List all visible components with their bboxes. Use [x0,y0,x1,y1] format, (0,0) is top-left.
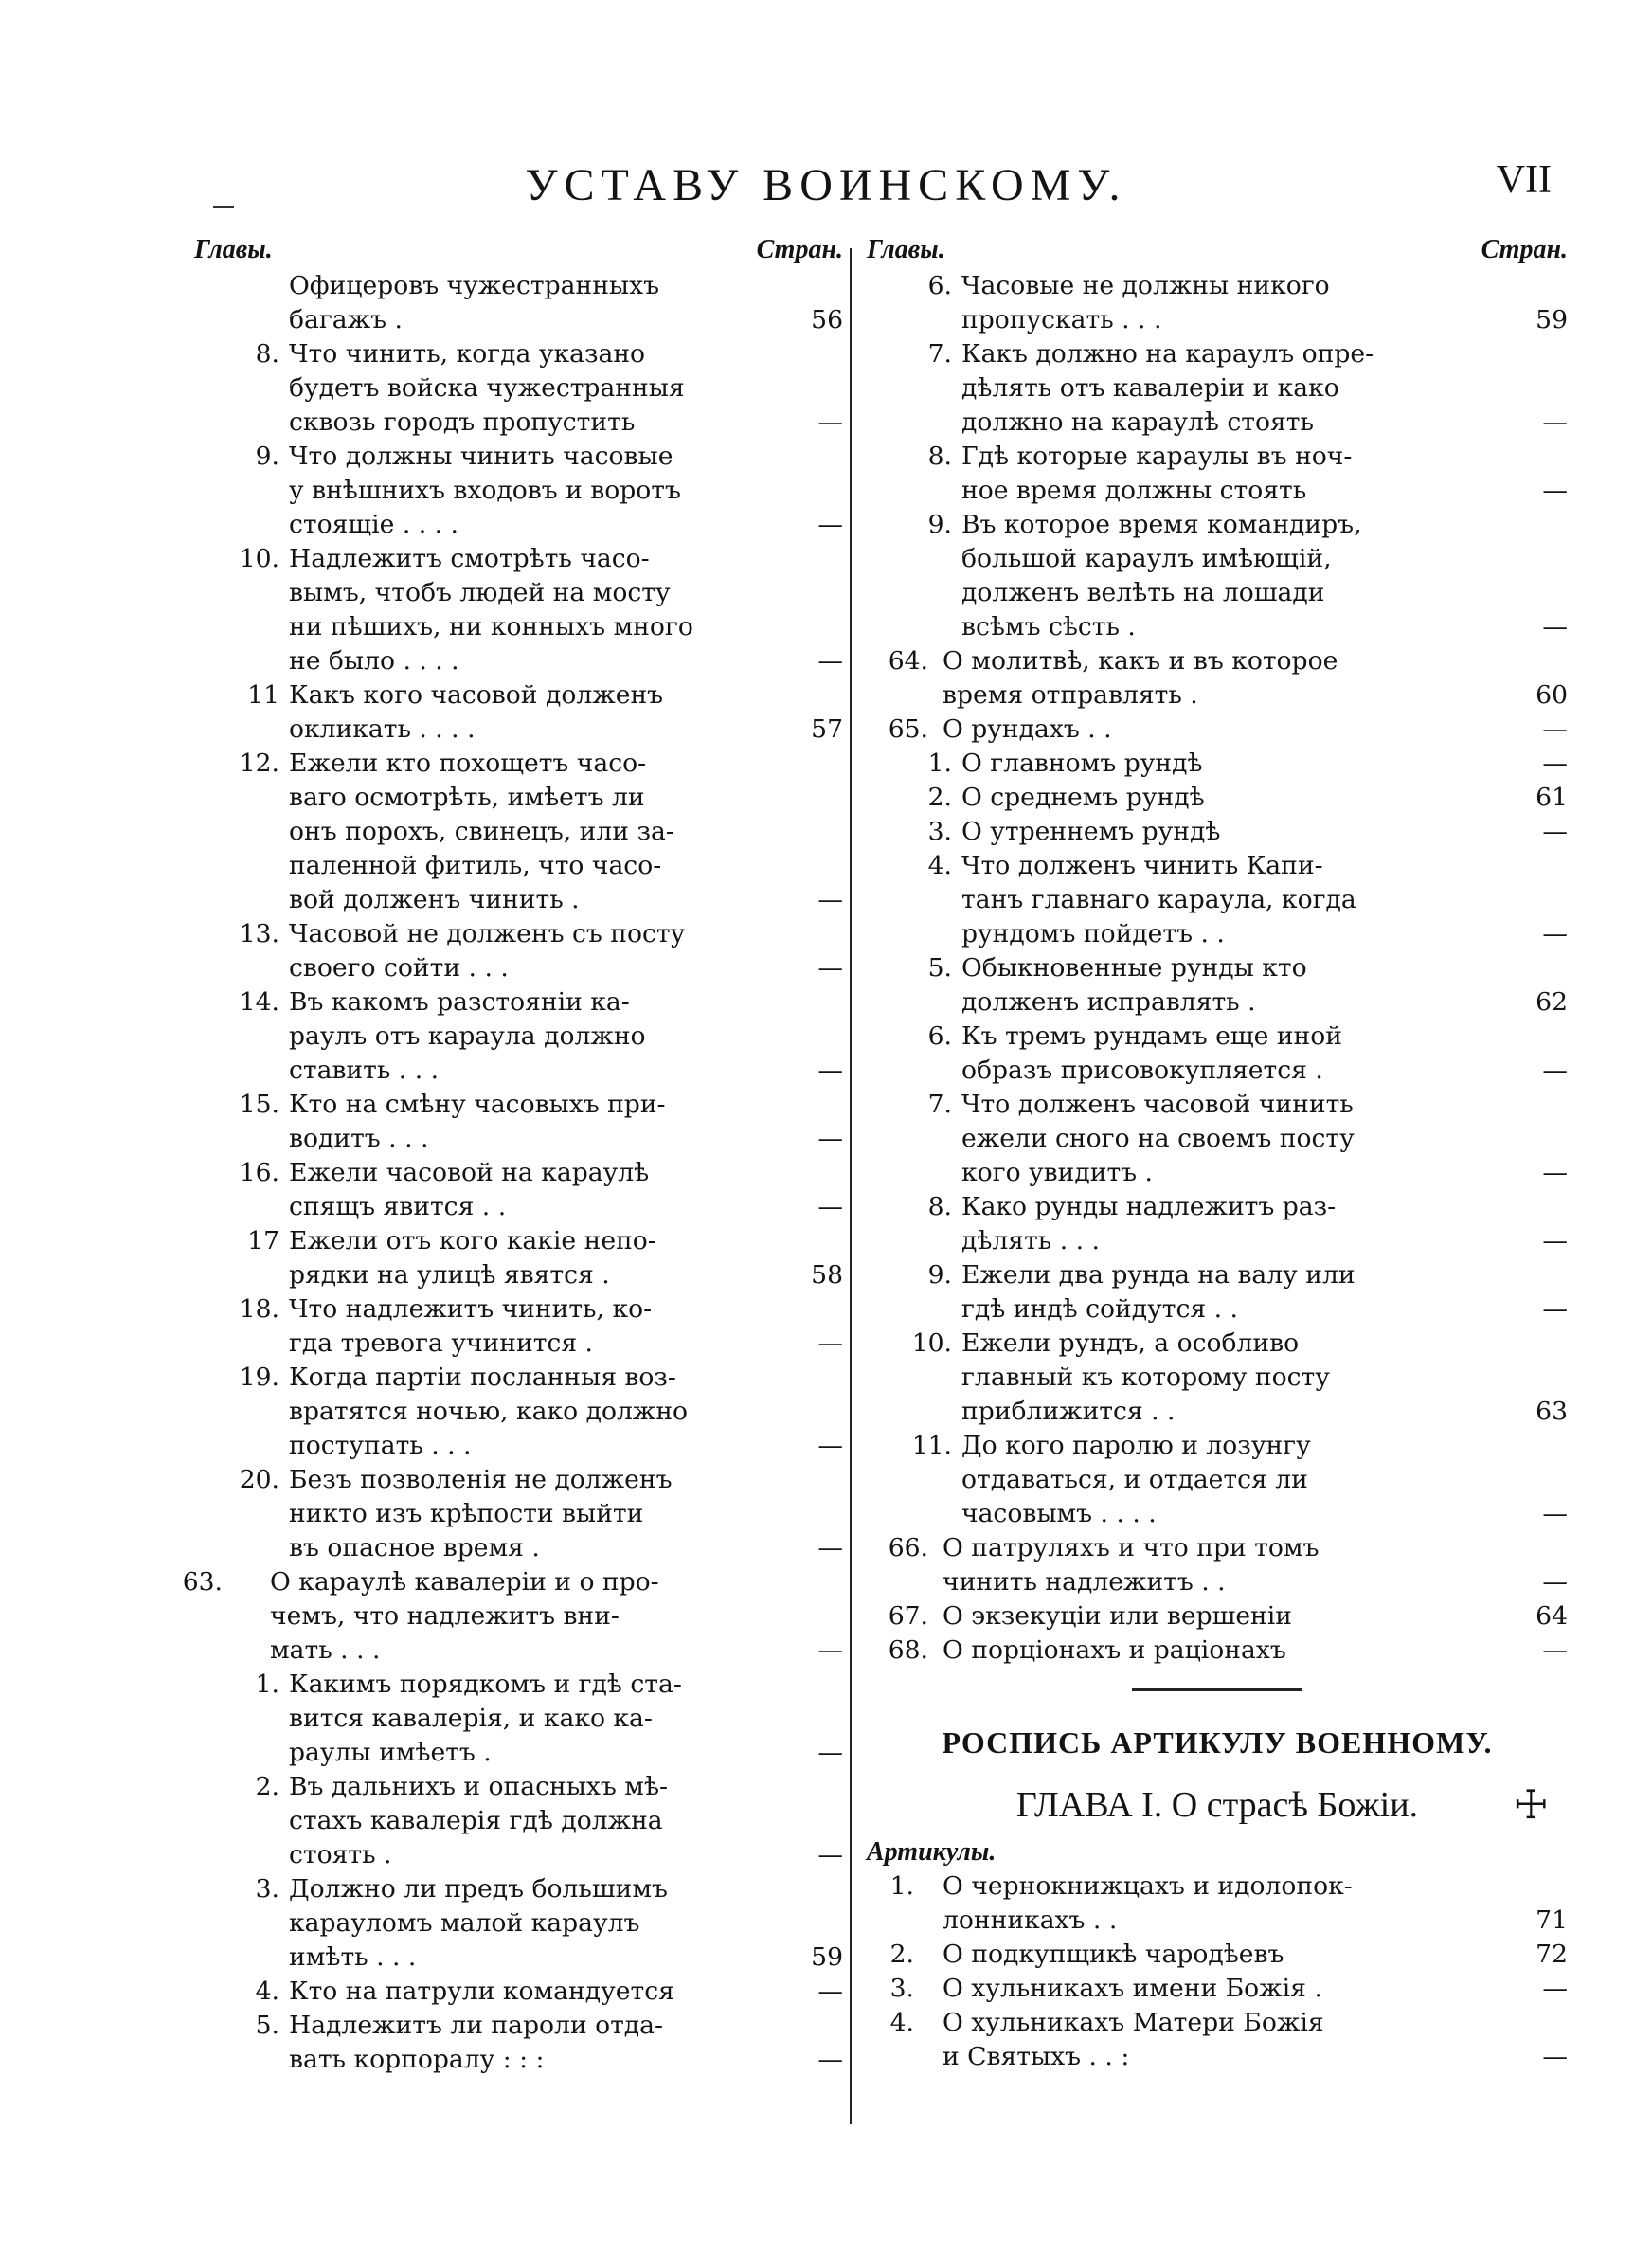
toc-entry [194,1872,843,1975]
entry-page: — [817,1192,843,1221]
entry-line: О рундахъ . . [943,714,1112,744]
entry-title [961,337,1492,440]
toc-entry [194,1156,843,1224]
entry-page: 59 [1535,305,1568,334]
toc-entry [194,2009,843,2077]
entry-title [289,917,781,985]
entry-title [961,1020,1492,1088]
entry-title [961,1258,1492,1327]
entry-title [943,644,1473,713]
entry-line: ваго осмотрѣть, имѣетъ ли [289,783,645,812]
entry-title [961,747,1492,781]
entry-title [289,1668,781,1770]
entry-title [961,508,1492,644]
entry-line: О среднемъ рундѣ [961,783,1205,812]
entry-line: ставить . . . [289,1056,440,1085]
entry-page: — [1542,1158,1568,1187]
entry-line: образъ присовокупляется . [961,1056,1323,1085]
entry-number: 3. [889,1974,914,2003]
entry-page: — [817,1431,843,1460]
entry-line: гдѣ индѣ сойдутся . . [961,1294,1238,1324]
entry-line: не было . . . . [289,646,459,676]
entry-title [943,2006,1482,2074]
entry-title [961,951,1492,1020]
entry-number: 4. [927,851,952,880]
toc-entry [867,337,1568,440]
toc-entry [194,1668,843,1770]
entry-line: у внѣшнихъ входовъ и воротъ [289,476,681,505]
entry-title [961,849,1492,951]
entry-page: — [1542,1294,1568,1324]
toc-entry [867,951,1568,1020]
entry-line: О порціонахъ и раціонахъ [943,1635,1286,1665]
toc-entry [867,1327,1568,1429]
running-title: УСТАВУ ВОИНСКОМУ. [525,160,1127,210]
entry-line: Ежели рундъ, а особливо [961,1328,1300,1358]
entry-page: — [1542,407,1568,437]
right-column-header [867,235,1568,269]
entry-line: отдаваться, и отдается ли [961,1465,1308,1494]
entry-page: — [1542,476,1568,505]
toc-entry [194,1224,843,1292]
toc-entry [867,508,1568,644]
entry-title [289,1975,781,2009]
toc-entry [867,1429,1568,1531]
entry-line: вится кавалерія, и како ка- [289,1704,653,1733]
entry-line: Въ какомъ разстояніи ка- [289,987,630,1017]
entry-line: раулы имѣетъ . [289,1738,492,1767]
entry-line: О хульникахъ Матери Божія [943,2008,1324,2037]
entry-number: 9. [255,442,279,471]
entry-title [289,337,781,440]
entry-title [289,985,781,1088]
entry-page: 62 [1535,987,1568,1017]
section-title: РОСПИСЬ АРТИКУЛУ ВОЕННОМУ. [942,1725,1493,1760]
articles-label: Артикулы. [867,1837,997,1867]
entry-page: — [817,510,843,539]
toc-entry [867,1938,1568,1972]
entry-line: паленной фитиль, что часо- [289,851,662,880]
entry-page: 71 [1535,1905,1568,1935]
entry-title [270,1565,763,1668]
entry-line: рядки на улицѣ явятся . [289,1260,610,1290]
entry-title [289,1872,781,1975]
entry-line: До кого паролю и лозунгу [961,1431,1311,1460]
entry-title [943,1869,1482,1938]
entry-title [289,440,781,542]
toc-entry [867,747,1568,781]
entry-line: должно на караулѣ стоять [961,407,1314,437]
entry-number: 14. [239,987,279,1017]
entry-line: Како рунды надлежитъ раз- [961,1192,1337,1221]
entry-page: 59 [811,1942,843,1972]
entry-line: стоять . [289,1840,392,1869]
entry-line: часовымъ . . . . [961,1499,1157,1528]
entry-title [961,1088,1492,1190]
entry-title [289,1770,781,1872]
entry-line: пропускать . . . [961,305,1162,334]
toc-entry [867,269,1568,337]
entry-page: — [817,407,843,437]
entry-line: ное время должны стоять [961,476,1307,505]
entry-number: 20. [239,1465,279,1494]
entry-number: 5. [927,953,952,983]
toc-entry [867,1190,1568,1258]
entry-title [289,678,781,747]
entry-number: 3. [927,817,952,846]
entry-line: рундомъ пойдетъ . . [961,919,1225,948]
entry-page: 57 [811,714,843,744]
entry-number: 67. [888,1601,928,1631]
entry-page: — [1542,1499,1568,1528]
entry-number: 7. [927,1090,952,1119]
toc-entry [867,815,1568,849]
entry-page: — [817,646,843,676]
chapters-label: Главы. [867,235,945,264]
toc-entry [194,678,843,747]
entry-number: 11. [911,1431,952,1460]
entry-number: 16. [239,1158,279,1187]
entry-title [961,781,1492,815]
toc-entry [194,337,843,440]
entry-line: Что должны чинить часовые [289,442,673,471]
entry-line: всѣмъ сѣсть . [961,612,1136,641]
entry-line: стахъ кавалерія гдѣ должна [289,1806,663,1835]
toc-entry [867,1020,1568,1088]
entry-line: Кто на смѣну часовыхъ при- [289,1090,666,1119]
entry-line: О караулѣ кавалеріи и о про- [270,1567,659,1597]
toc-entry [867,781,1568,815]
entry-line: Ежели кто похощетъ часо- [289,749,647,778]
entry-line: Въ которое время командиръ, [961,510,1362,539]
entry-number: 6. [927,1021,952,1051]
entry-line: будетъ войска чужестранныя [289,373,685,403]
toc-chapter-entry [867,1634,1568,1668]
entry-number: 66. [888,1533,928,1562]
entry-page: — [817,1328,843,1358]
toc-entry [867,1088,1568,1190]
entry-page: — [1542,1056,1568,1085]
entry-line: Ежели два рунда на валу или [961,1260,1356,1290]
toc-entry [867,2006,1568,2074]
entry-line: главный къ которому посту [961,1363,1330,1392]
toc-chapter-entry [182,1565,843,1668]
entry-line: сквозь городъ пропустить [289,407,636,437]
toc-chapter-entry [867,713,1568,747]
entry-number: 65. [888,714,928,744]
toc-entry [194,985,843,1088]
entry-line: поступать . . . [289,1431,472,1460]
toc-entry [194,1361,843,1463]
toc-entry [194,269,843,337]
entry-line: долженъ велѣть на лошади [961,578,1325,607]
margin-mark [213,206,234,208]
toc-entry [194,1463,843,1565]
entry-line: Надлежитъ ли пароли отда- [289,2011,664,2040]
toc-chapter-entry [867,1531,1568,1599]
section-separator [1132,1688,1302,1691]
entry-number: 1. [889,1871,914,1901]
entry-line: долженъ исправлять . [961,987,1256,1017]
entry-title [943,1938,1482,1972]
entry-page: — [817,953,843,983]
entry-title [961,1190,1492,1258]
right-column-entries [867,269,1568,1668]
entry-line: Какъ кого часовой долженъ [289,680,664,710]
left-column [182,269,843,2077]
entry-line: стоящіе . . . . [289,510,458,539]
entry-number: 17 [247,1226,279,1255]
entry-number: 6. [927,271,952,300]
entry-title [289,1156,781,1224]
toc-entry [194,542,843,678]
entry-line: вымъ, чтобъ людей на мосту [289,578,671,607]
toc-entry [867,1258,1568,1327]
entry-title [289,1088,781,1156]
entry-line: О чернокнижцахъ и идолопок- [943,1871,1353,1901]
entry-line: своего сойти . . . [289,953,509,983]
entry-line: вать корпоралу : : : [289,2045,545,2074]
entry-number: 13. [239,919,279,948]
entry-number: 9. [927,1260,952,1290]
entry-number: 12. [239,749,279,778]
entry-line: Какимъ порядкомъ и гдѣ ста- [289,1670,682,1699]
entry-title [289,269,781,337]
entry-line: Должно ли предъ большимъ [289,1874,668,1904]
toc-entry [194,1292,843,1361]
entry-page: — [817,1738,843,1767]
entry-number: 4. [889,2008,914,2037]
entry-page: — [1542,612,1568,641]
entry-line: Часовой не долженъ съ посту [289,919,686,948]
entry-line: Въ дальнихъ и опасныхъ мѣ- [289,1772,668,1801]
entry-number: 7. [927,339,952,369]
entry-number: 19. [239,1363,279,1392]
entry-number: 63. [182,1567,223,1597]
entry-line: Какъ должно на караулъ опре- [961,339,1374,369]
entry-number: 68. [888,1635,928,1665]
entry-line: Надлежитъ смотрѣть часо- [289,544,650,573]
toc-chapter-entry [867,1599,1568,1634]
entry-line: Офицеровъ чужестранныхъ [289,271,660,300]
entry-line: чемъ, что надлежитъ вни- [270,1601,620,1631]
entry-number: 1. [927,749,952,778]
left-column-header [194,235,843,269]
entry-line: Ежели часовой на караулѣ [289,1158,650,1187]
entry-number: 8. [927,1192,952,1221]
entry-number: 9. [927,510,952,539]
entry-number: 5. [255,2011,279,2040]
entry-title [961,269,1492,337]
entry-title [943,713,1473,747]
entry-line: никто изъ крѣпости выйти [289,1499,644,1528]
entry-line: въ опасное время . [289,1533,540,1562]
entry-page: 61 [1535,783,1568,812]
entry-line: О экзекуціи или вершеніи [943,1601,1293,1631]
entry-line: О подкупщикѣ чародѣевъ [943,1940,1284,1969]
entry-number: 3. [255,1874,279,1904]
entry-title [289,542,781,678]
entry-number: 11 [247,680,279,710]
toc-entry [867,1972,1568,2006]
toc-entry [867,849,1568,951]
toc-entry [194,1770,843,1872]
entry-line: Что долженъ часовой чинить [961,1090,1354,1119]
chapter-title-text: ГЛАВА I. О страсѣ Божіи. [1015,1785,1419,1825]
entry-number: 10. [911,1328,952,1358]
entry-line: Безъ позволенія не долженъ [289,1465,673,1494]
entry-title [289,1292,781,1361]
entry-line: ежели сного на своемъ посту [961,1124,1355,1153]
entry-title [961,1327,1492,1429]
entry-page: — [817,2045,843,2074]
entry-page: — [817,1124,843,1153]
entry-line: окликать . . . . [289,714,476,744]
entry-line: мать . . . [270,1635,381,1665]
entry-title [289,1224,781,1292]
pages-label: Стран. [1481,235,1568,264]
entry-page: — [817,1977,843,2006]
entry-title [943,1531,1473,1599]
entry-line: Къ тремъ рундамъ еще иной [961,1021,1343,1051]
page-folio: VII [1496,158,1552,202]
entry-line: имѣть . . . [289,1942,417,1972]
entry-page: — [1542,749,1568,778]
article-entries [867,1869,1568,2074]
entry-line: Кто на патрули командуется [289,1977,674,2006]
entry-line: Когда партіи посланныя воз- [289,1363,676,1392]
entry-page: 72 [1535,1940,1568,1969]
entry-page: — [817,1056,843,1085]
entry-line: О утреннемъ рундѣ [961,817,1221,846]
entry-line: Гдѣ которые караулы въ ноч- [961,442,1353,471]
entry-title [943,1634,1473,1668]
entry-page: 58 [811,1260,843,1290]
entry-line: кого увидитъ . [961,1158,1154,1187]
entry-line: чинить надлежитъ . . [943,1567,1226,1597]
entry-page: 56 [811,305,843,334]
entry-number: 8. [255,339,279,369]
right-column [867,269,1568,2074]
entry-line: О патруляхъ и что при томъ [943,1533,1320,1562]
column-divider [850,248,852,2124]
entry-title [943,1972,1482,2006]
toc-entry [194,917,843,985]
entry-line: танъ главнаго караула, когда [961,885,1356,914]
entry-number: 4. [255,1977,279,2006]
entry-title [289,1361,781,1463]
toc-entry [867,1869,1568,1938]
entry-title [289,1463,781,1565]
chapter-title [867,1782,1568,1828]
entry-page: 60 [1535,680,1568,710]
entry-number: 64. [888,646,928,676]
entry-title [943,1599,1473,1634]
entry-line: гда тревога учинится . [289,1328,594,1358]
entry-page: 64 [1535,1601,1568,1631]
entry-page: — [1542,1635,1568,1665]
entry-page: — [817,1533,843,1562]
entry-page: — [817,885,843,914]
entry-line: приближится . . [961,1397,1176,1426]
entry-line: онъ порохъ, свинецъ, или за- [289,817,674,846]
entry-line: и Святыхъ . . : [943,2042,1130,2071]
entry-page: — [1542,1226,1568,1255]
entry-line: О хульникахъ имени Божія . [943,1974,1322,2003]
entry-title [289,747,781,917]
cross-icon: ☩ [1513,1784,1549,1828]
entry-page: 63 [1535,1397,1568,1426]
entry-line: Часовые не должны никого [961,271,1330,300]
entry-number: 15. [239,1090,279,1119]
toc-entry [194,440,843,542]
entry-line: Что долженъ чинить Капи- [961,851,1323,880]
entry-page: — [817,1635,843,1665]
entry-title [289,2009,781,2077]
toc-chapter-entry [867,644,1568,713]
entry-number: 1. [255,1670,279,1699]
entry-line: ни пѣшихъ, ни конныхъ много [289,612,693,641]
entry-number: 2. [255,1772,279,1801]
entry-line: большой караулъ имѣющій, [961,544,1332,573]
entry-line: Ежели отъ кого какіе непо- [289,1226,656,1255]
entry-number: 10. [239,544,279,573]
pages-label: Стран. [756,235,843,264]
toc-entry [194,1088,843,1156]
entry-page: — [817,1840,843,1869]
entry-line: багажъ . [289,305,403,334]
entry-page: — [1542,714,1568,744]
entry-line: время отправлять . [943,680,1198,710]
chapters-label: Главы. [194,235,273,264]
entry-line: О молитвѣ, какъ и въ которое [943,646,1338,676]
entry-line: дѣлять отъ кавалеріи и како [961,373,1339,403]
entry-number: 2. [927,783,952,812]
entry-line: Что чинить, когда указано [289,339,646,369]
entry-page: — [1542,1567,1568,1597]
entry-page: — [1542,1974,1568,2003]
entry-line: раулъ отъ караула должно [289,1021,646,1051]
entry-number: 8. [927,442,952,471]
entry-title [961,1429,1492,1531]
entry-number: 2. [889,1940,914,1969]
entry-title [961,440,1492,508]
entry-page: — [1542,817,1568,846]
entry-line: спящъ явится . . [289,1192,507,1221]
entry-line: дѣлять . . . [961,1226,1100,1255]
entry-line: вратятся ночью, како должно [289,1397,689,1426]
entry-line: вой долженъ чинить . [289,885,580,914]
entry-page: — [1542,2042,1568,2071]
toc-entry [194,747,843,917]
entry-number: 18. [239,1294,279,1324]
toc-entry [194,1975,843,2009]
entry-page: — [1542,919,1568,948]
entry-line: Обыкновенные рунды кто [961,953,1307,983]
entry-title [961,815,1492,849]
toc-entry [867,440,1568,508]
entry-line: водитъ . . . [289,1124,429,1153]
entry-line: Что надлежитъ чинить, ко- [289,1294,653,1324]
entry-line: О главномъ рундѣ [961,749,1203,778]
entry-line: карауломъ малой караулъ [289,1908,640,1938]
entry-line: лонникахъ . . [943,1905,1118,1935]
